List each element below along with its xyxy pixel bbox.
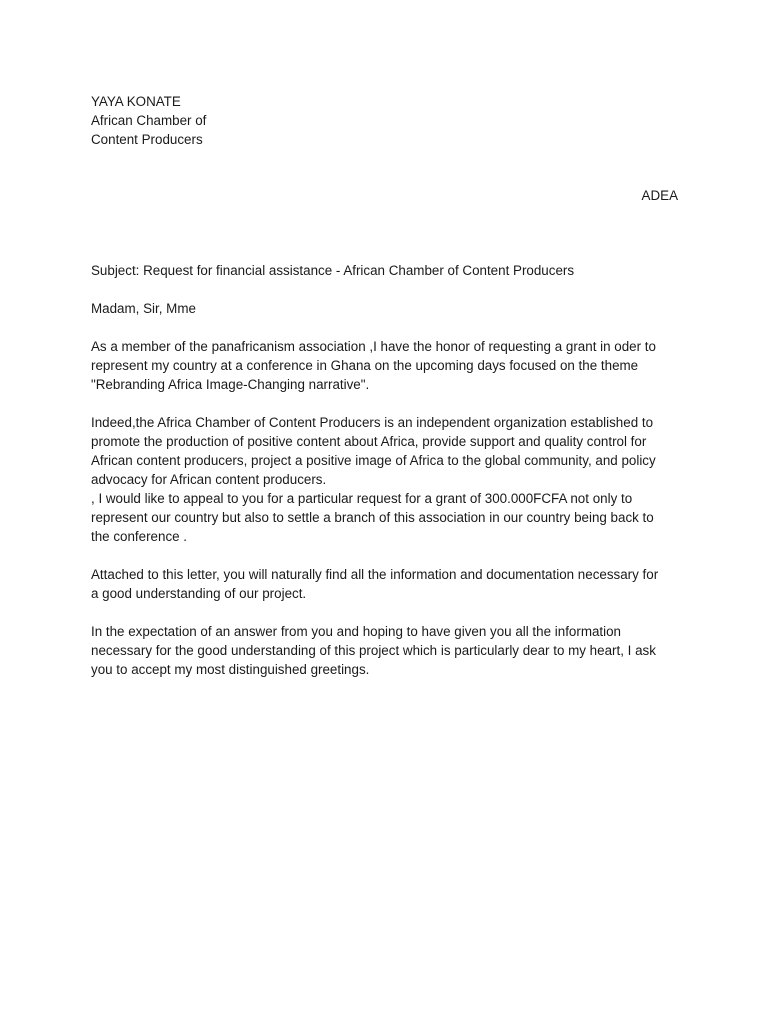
paragraph-line: the conference . [91,529,188,544]
recipient-block [642,186,678,205]
paragraph-line: a good understanding of our project. [91,586,307,601]
paragraph-line: Attached to this letter, you will naturally find all the information and documentation necessary for [91,567,659,582]
paragraph-line: African content producers, project a positive image of Africa to the global community, and policy [91,453,656,468]
salutation-text: Madam, Sir, Mme [91,301,196,316]
paragraph-line: As a member of the panafricanism association ,I have the honor of requesting a grant in oder to [91,339,656,354]
salutation [91,299,691,318]
paragraph-line: , I would like to appeal to you for a particular request for a grant of 300.000FCFA not only to [91,491,633,506]
letter-body [91,261,691,698]
paragraph-1 [91,337,691,394]
paragraph-3 [91,565,691,603]
subject-text: Subject: Request for financial assistance - African Chamber of Content Producers [91,263,575,278]
paragraph-4 [91,622,691,679]
sender-org-line-2: Content Producers [91,132,203,147]
sender-block [91,92,391,149]
sender-name: YAYA KONATE [91,94,181,109]
recipient-name: ADEA [641,188,678,203]
sender-org-line-1: African Chamber of [91,113,207,128]
paragraph-line: In the expectation of an answer from you and hoping to have given you all the information [91,624,622,639]
paragraph-line: you to accept my most distinguished greetings. [91,662,370,677]
paragraph-line: necessary for the good understanding of this project which is particularly dear to my heart, I ask [91,643,656,658]
paragraph-line: "Rebranding Africa Image-Changing narrative". [91,377,370,392]
subject-line [91,261,691,280]
paragraph-line: Indeed,the Africa Chamber of Content Producers is an independent organization established to [91,415,654,430]
paragraph-line: advocacy for African content producers. [91,472,327,487]
paragraph-line: represent my country at a conference in Ghana on the upcoming days focused on the theme [91,358,639,373]
paragraph-line: represent our country but also to settle a branch of this association in our country being back to [91,510,654,525]
paragraph-2 [91,413,691,546]
paragraph-line: promote the production of positive content about Africa, provide support and quality control for [91,434,647,449]
